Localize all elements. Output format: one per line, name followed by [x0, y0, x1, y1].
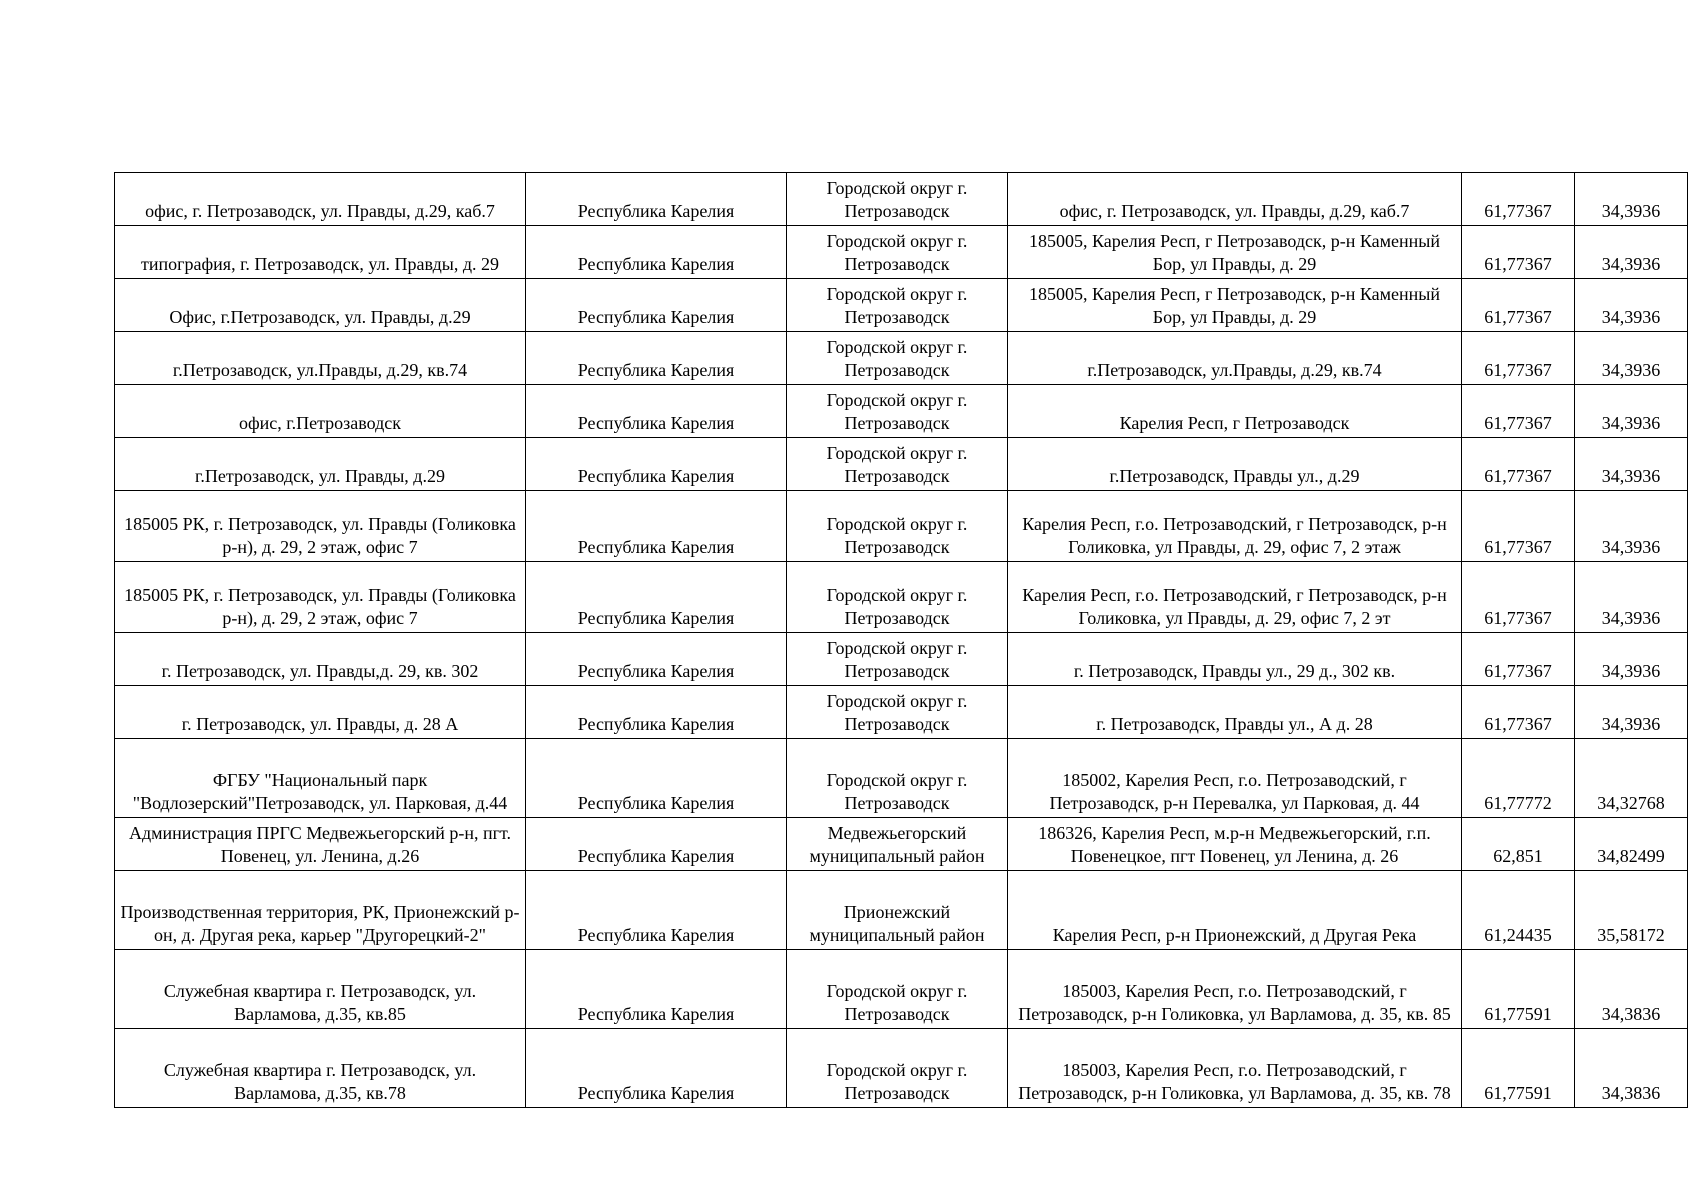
longitude-cell: 34,3836	[1575, 950, 1688, 1029]
latitude-cell: 61,77591	[1462, 950, 1575, 1029]
address-cell: Карелия Респ, г.о. Петрозаводский, г Петрозаводск, р-н Голиковка, ул Правды, д. 29, офис 7, 2 эт	[1008, 562, 1462, 633]
latitude-cell: 61,77367	[1462, 332, 1575, 385]
longitude-cell: 34,3936	[1575, 279, 1688, 332]
district-cell: Городской округ г. Петрозаводск	[787, 950, 1008, 1029]
address-cell: Карелия Респ, г.о. Петрозаводский, г Петрозаводск, р-н Голиковка, ул Правды, д. 29, офис 7, 2 этаж	[1008, 491, 1462, 562]
table-row	[115, 1029, 1688, 1108]
object-name-cell: г.Петрозаводск, ул.Правды, д.29, кв.74	[115, 332, 526, 385]
table-row	[115, 950, 1688, 1029]
object-name-cell: Офис, г.Петрозаводск, ул. Правды, д.29	[115, 279, 526, 332]
longitude-cell: 34,3936	[1575, 562, 1688, 633]
object-name-cell: 185005 РК, г. Петрозаводск, ул. Правды (Голиковка р-н), д. 29, 2 этаж, офис 7	[115, 491, 526, 562]
address-cell: 185002, Карелия Респ, г.о. Петрозаводский, г Петрозаводск, р-н Перевалка, ул Парковая, д. 44	[1008, 739, 1462, 818]
region-cell: Республика Карелия	[526, 871, 787, 950]
region-cell: Республика Карелия	[526, 818, 787, 871]
address-cell: офис, г. Петрозаводск, ул. Правды, д.29, каб.7	[1008, 173, 1462, 226]
longitude-cell: 34,3936	[1575, 633, 1688, 686]
longitude-cell: 34,3936	[1575, 173, 1688, 226]
address-cell: 185003, Карелия Респ, г.о. Петрозаводский, г Петрозаводск, р-н Голиковка, ул Варламова, д. 35, кв. 78	[1008, 1029, 1462, 1108]
longitude-cell: 34,3936	[1575, 385, 1688, 438]
address-cell: 186326, Карелия Респ, м.р-н Медвежьегорский, г.п. Повенецкое, пгт Повенец, ул Ленина, д. 26	[1008, 818, 1462, 871]
object-name-cell: Служебная квартира г. Петрозаводск, ул. Варламова, д.35, кв.85	[115, 950, 526, 1029]
latitude-cell: 61,77591	[1462, 1029, 1575, 1108]
longitude-cell: 34,3936	[1575, 438, 1688, 491]
longitude-cell: 34,3936	[1575, 226, 1688, 279]
district-cell: Городской округ г. Петрозаводск	[787, 562, 1008, 633]
district-cell: Городской округ г. Петрозаводск	[787, 633, 1008, 686]
object-name-cell: офис, г.Петрозаводск	[115, 385, 526, 438]
longitude-cell: 34,3836	[1575, 1029, 1688, 1108]
latitude-cell: 61,77367	[1462, 226, 1575, 279]
longitude-cell: 34,3936	[1575, 491, 1688, 562]
object-name-cell: г. Петрозаводск, ул. Правды,д. 29, кв. 302	[115, 633, 526, 686]
table-row	[115, 279, 1688, 332]
district-cell: Городской округ г. Петрозаводск	[787, 438, 1008, 491]
region-cell: Республика Карелия	[526, 438, 787, 491]
address-cell: Карелия Респ, р-н Прионежский, д Другая Река	[1008, 871, 1462, 950]
region-cell: Республика Карелия	[526, 173, 787, 226]
region-cell: Республика Карелия	[526, 385, 787, 438]
object-name-cell: типография, г. Петрозаводск, ул. Правды, д. 29	[115, 226, 526, 279]
object-name-cell: 185005 РК, г. Петрозаводск, ул. Правды (Голиковка р-н), д. 29, 2 этаж, офис 7	[115, 562, 526, 633]
longitude-cell: 34,82499	[1575, 818, 1688, 871]
latitude-cell: 61,77367	[1462, 279, 1575, 332]
longitude-cell: 34,32768	[1575, 739, 1688, 818]
district-cell: Городской округ г. Петрозаводск	[787, 385, 1008, 438]
district-cell: Прионежский муниципальный район	[787, 871, 1008, 950]
table-body	[115, 173, 1688, 1108]
table-row	[115, 173, 1688, 226]
region-cell: Республика Карелия	[526, 279, 787, 332]
address-cell: Карелия Респ, г Петрозаводск	[1008, 385, 1462, 438]
region-cell: Республика Карелия	[526, 332, 787, 385]
address-cell: г. Петрозаводск, Правды ул., 29 д., 302 кв.	[1008, 633, 1462, 686]
region-cell: Республика Карелия	[526, 562, 787, 633]
region-cell: Республика Карелия	[526, 950, 787, 1029]
address-cell: г. Петрозаводск, Правды ул., А д. 28	[1008, 686, 1462, 739]
latitude-cell: 62,851	[1462, 818, 1575, 871]
address-cell: г.Петрозаводск, ул.Правды, д.29, кв.74	[1008, 332, 1462, 385]
table-row	[115, 686, 1688, 739]
table-row	[115, 491, 1688, 562]
latitude-cell: 61,77367	[1462, 173, 1575, 226]
longitude-cell: 35,58172	[1575, 871, 1688, 950]
latitude-cell: 61,77367	[1462, 633, 1575, 686]
latitude-cell: 61,77772	[1462, 739, 1575, 818]
district-cell: Медвежьегорский муниципальный район	[787, 818, 1008, 871]
region-cell: Республика Карелия	[526, 1029, 787, 1108]
latitude-cell: 61,77367	[1462, 686, 1575, 739]
longitude-cell: 34,3936	[1575, 686, 1688, 739]
table-row	[115, 438, 1688, 491]
locations-table	[114, 172, 1688, 1108]
district-cell: Городской округ г. Петрозаводск	[787, 332, 1008, 385]
table-row	[115, 562, 1688, 633]
district-cell: Городской округ г. Петрозаводск	[787, 279, 1008, 332]
object-name-cell: ФГБУ "Национальный парк "Водлозерский"Петрозаводск, ул. Парковая, д.44	[115, 739, 526, 818]
object-name-cell: г.Петрозаводск, ул. Правды, д.29	[115, 438, 526, 491]
region-cell: Республика Карелия	[526, 686, 787, 739]
table-row	[115, 385, 1688, 438]
object-name-cell: Служебная квартира г. Петрозаводск, ул. Варламова, д.35, кв.78	[115, 1029, 526, 1108]
district-cell: Городской округ г. Петрозаводск	[787, 173, 1008, 226]
latitude-cell: 61,77367	[1462, 562, 1575, 633]
address-cell: г.Петрозаводск, Правды ул., д.29	[1008, 438, 1462, 491]
region-cell: Республика Карелия	[526, 226, 787, 279]
region-cell: Республика Карелия	[526, 633, 787, 686]
district-cell: Городской округ г. Петрозаводск	[787, 491, 1008, 562]
address-cell: 185003, Карелия Респ, г.о. Петрозаводский, г Петрозаводск, р-н Голиковка, ул Варламова, д. 35, кв. 85	[1008, 950, 1462, 1029]
table-row	[115, 633, 1688, 686]
district-cell: Городской округ г. Петрозаводск	[787, 1029, 1008, 1108]
district-cell: Городской округ г. Петрозаводск	[787, 226, 1008, 279]
region-cell: Республика Карелия	[526, 739, 787, 818]
district-cell: Городской округ г. Петрозаводск	[787, 739, 1008, 818]
object-name-cell: г. Петрозаводск, ул. Правды, д. 28 А	[115, 686, 526, 739]
table-row	[115, 332, 1688, 385]
latitude-cell: 61,24435	[1462, 871, 1575, 950]
table-row	[115, 226, 1688, 279]
table-row	[115, 818, 1688, 871]
object-name-cell: Администрация ПРГС Медвежьегорский р-н, пгт. Повенец, ул. Ленина, д.26	[115, 818, 526, 871]
object-name-cell: офис, г. Петрозаводск, ул. Правды, д.29, каб.7	[115, 173, 526, 226]
region-cell: Республика Карелия	[526, 491, 787, 562]
longitude-cell: 34,3936	[1575, 332, 1688, 385]
object-name-cell: Производственная территория, РК, Прионежский р-он, д. Другая река, карьер "Другорецкий-2"	[115, 871, 526, 950]
table-row	[115, 739, 1688, 818]
latitude-cell: 61,77367	[1462, 385, 1575, 438]
table-row	[115, 871, 1688, 950]
address-cell: 185005, Карелия Респ, г Петрозаводск, р-н Каменный Бор, ул Правды, д. 29	[1008, 226, 1462, 279]
address-cell: 185005, Карелия Респ, г Петрозаводск, р-н Каменный Бор, ул Правды, д. 29	[1008, 279, 1462, 332]
latitude-cell: 61,77367	[1462, 491, 1575, 562]
latitude-cell: 61,77367	[1462, 438, 1575, 491]
district-cell: Городской округ г. Петрозаводск	[787, 686, 1008, 739]
